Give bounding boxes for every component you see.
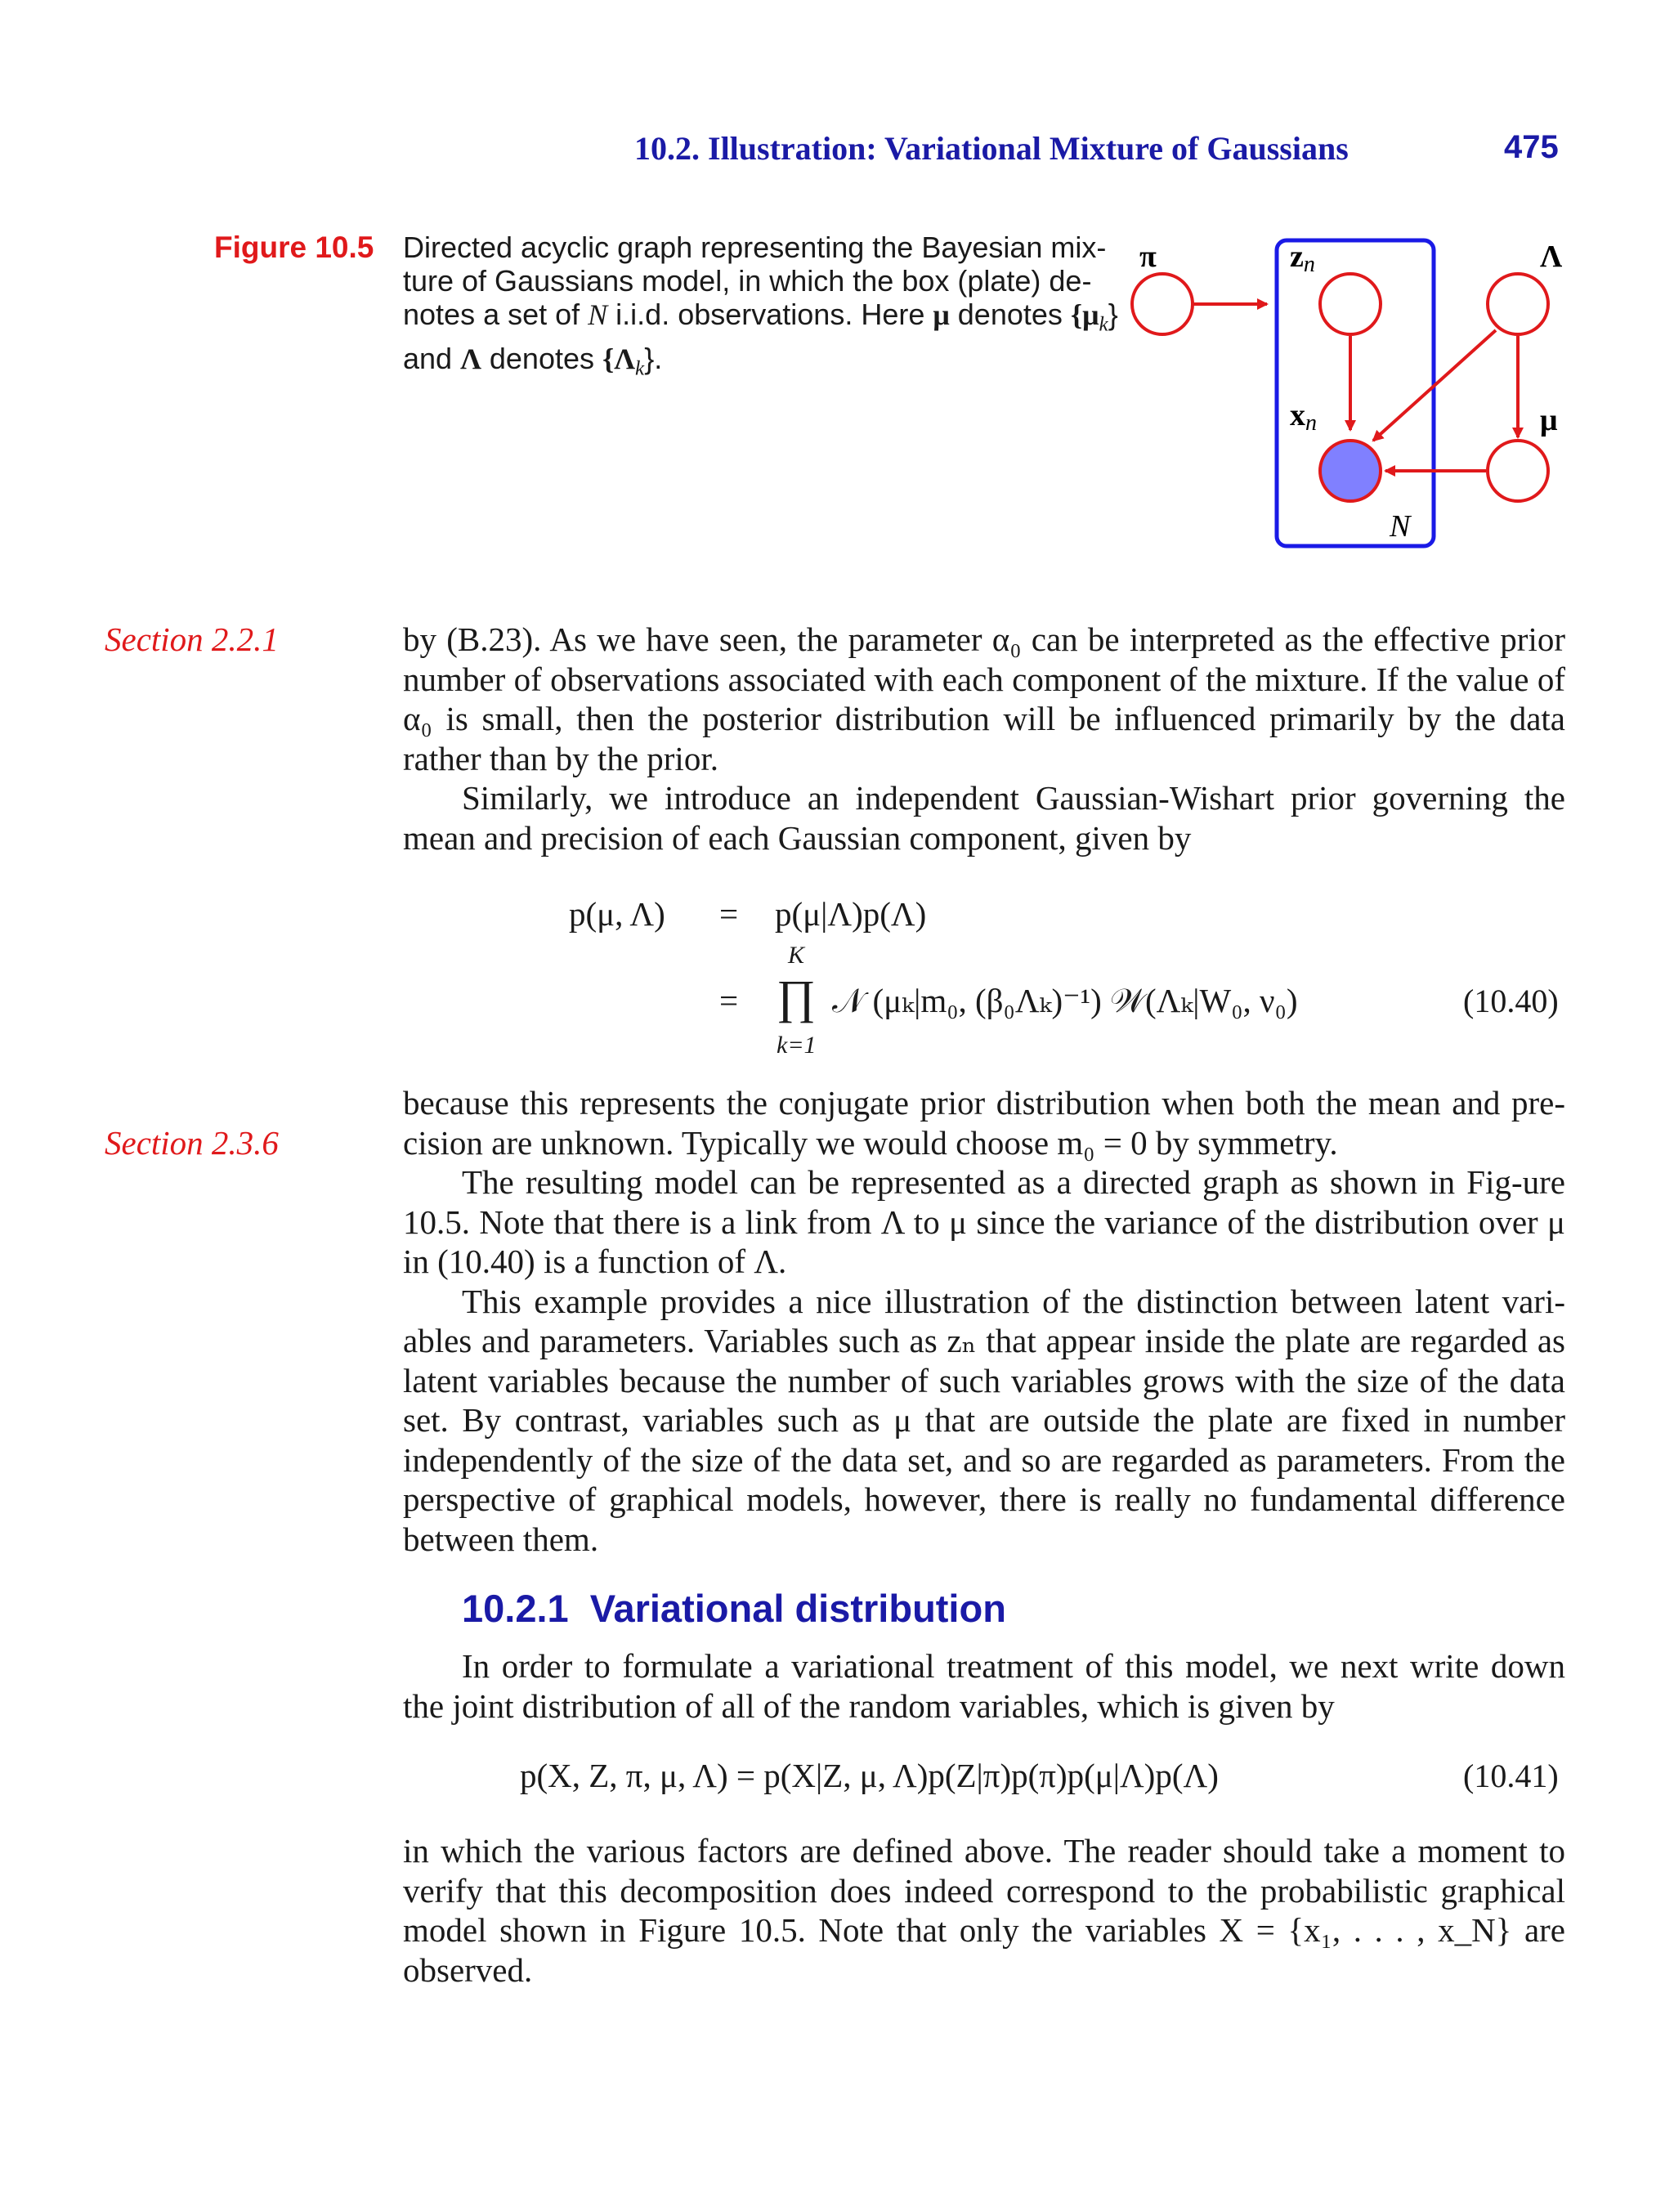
label-z <box>1290 240 1315 277</box>
figure-caption <box>403 231 1122 385</box>
page-number: 475 <box>1504 129 1559 165</box>
caption-mu-set: {μ <box>1070 298 1099 331</box>
caption-text-3: denotes <box>949 298 1071 331</box>
label-x-sub: n <box>1305 410 1317 436</box>
eq-10-40-rhs-1: p(μ|Λ)p(Λ) <box>775 895 927 933</box>
label-z-letter: z <box>1290 240 1304 274</box>
margin-note-section-2-3-6: Section 2.3.6 <box>105 1124 279 1162</box>
eq-10-40-equals-2: = <box>719 982 739 1019</box>
eq-10-40-equals-1: = <box>719 895 739 933</box>
label-x-letter: x <box>1290 398 1305 432</box>
body-text-block-4 <box>403 1831 1565 1990</box>
label-lambda: Λ <box>1540 240 1563 274</box>
section-title: Variational distribution <box>589 1587 1006 1630</box>
label-z-sub: n <box>1303 252 1315 277</box>
caption-lambda-symbol: Λ <box>460 342 481 375</box>
label-mu: μ <box>1540 403 1558 437</box>
eq-10-40-product-symbol: ∏ <box>777 970 816 1023</box>
body-text-block-3 <box>403 1646 1565 1726</box>
body-text-block-2 <box>403 1083 1565 1559</box>
section-heading <box>462 1586 1006 1631</box>
node-x-observed <box>1320 441 1381 501</box>
caption-n-symbol: N <box>588 298 608 331</box>
paragraph-latent-vs-parameters: This example provides a nice illustration of the distinction between latent vari-ables and parameters. Variables such as zₙ that appear inside the plate are regarded as latent variables because the number of such variables grows with the size of the data set. By contrast, variables such as μ that are outside the plate are fixed in number independently of the size of the data set, and so are regarded as parameters. From the perspective of graphical models, however, there is really no fundamental difference between them. <box>403 1282 1565 1558</box>
caption-text-1: Directed acyclic graph representing the Bayesian mix-ture of Gaussians model, in which the box (plate) de-notes a set of <box>403 231 1107 331</box>
eq-10-40-number: (10.40) <box>1463 983 1559 1019</box>
caption-lambda-set: {Λ <box>602 342 636 375</box>
body-text-block-1 <box>403 620 1565 857</box>
eq-10-40-product-lower: k=1 <box>777 1032 817 1059</box>
figure-label: Figure 10.5 <box>214 231 374 264</box>
paragraph-directed-graph: The resulting model can be represented as a directed graph as shown in Fig-ure 10.5. Note that there is a link from Λ to μ since the variance of the distribution over μ in (10.40) is a function of Λ. <box>403 1163 1565 1280</box>
eq-10-40-product-upper: K <box>788 942 805 969</box>
eq-10-40-rhs-2: 𝒩 (μₖ|m₀, (β₀Λₖ)⁻¹) 𝒲(Λₖ|W₀, ν₀) <box>832 982 1298 1019</box>
paragraph-factors-defined: in which the various factors are defined above. The reader should take a moment to verify that this decomposition does indeed correspond to the probabilistic graphical model shown in Figure 10.5. Note that only the variables X = {x₁, . . . , x_N} are observed. <box>403 1832 1565 1989</box>
caption-text-4: and <box>403 341 461 375</box>
paragraph-gaussian-wishart-intro: Similarly, we introduce an independent Gaussian-Wishart prior governing the mean and precision of each Gaussian component, given by <box>403 779 1565 857</box>
caption-mu-symbol: μ <box>933 298 950 331</box>
label-x <box>1290 398 1317 436</box>
node-pi <box>1132 274 1193 334</box>
caption-k-sub-2: k <box>635 357 645 380</box>
node-z <box>1320 274 1381 334</box>
margin-note-section-2-2-1: Section 2.2.1 <box>105 620 279 658</box>
plate-label-n: N <box>1390 509 1411 544</box>
caption-close-2: }. <box>644 341 663 375</box>
eq-10-41-number: (10.41) <box>1463 1758 1559 1794</box>
paragraph-alpha-prior: by (B.23). As we have seen, the parameter α₀ can be interpreted as the effective prior number of observations associated with each component of the mixture. If the value of α₀ is small, then the posterior distribution will be influenced primarily by the data rather than by the prior. <box>403 620 1565 777</box>
caption-k-sub-1: k <box>1099 313 1108 336</box>
node-lambda <box>1488 274 1548 334</box>
label-pi: π <box>1139 240 1157 274</box>
section-number: 10.2.1 <box>462 1587 569 1630</box>
caption-text-5: denotes <box>481 341 603 375</box>
paragraph-joint-distribution-intro: In order to formulate a variational treatment of this model, we next write down the joint distribution of all of the random variables, which is given by <box>403 1647 1565 1725</box>
running-header-title: 10.2. Illustration: Variational Mixture of Gaussians <box>634 130 1349 167</box>
node-mu <box>1488 441 1548 501</box>
caption-text-2: i.i.d. observations. Here <box>607 298 933 331</box>
eq-10-40-lhs: p(μ, Λ) <box>569 895 665 933</box>
caption-close-1: } <box>1108 298 1118 331</box>
paragraph-conjugate-prior: because this represents the conjugate prior distribution when both the mean and pre-cision are unknown. Typically we would choose m₀ = 0 by symmetry. <box>403 1084 1565 1162</box>
eq-10-41: p(X, Z, π, μ, Λ) = p(X|Z, μ, Λ)p(Z|π)p(π)p(μ|Λ)p(Λ) <box>520 1757 1219 1794</box>
graphical-model-diagram <box>1128 229 1586 556</box>
